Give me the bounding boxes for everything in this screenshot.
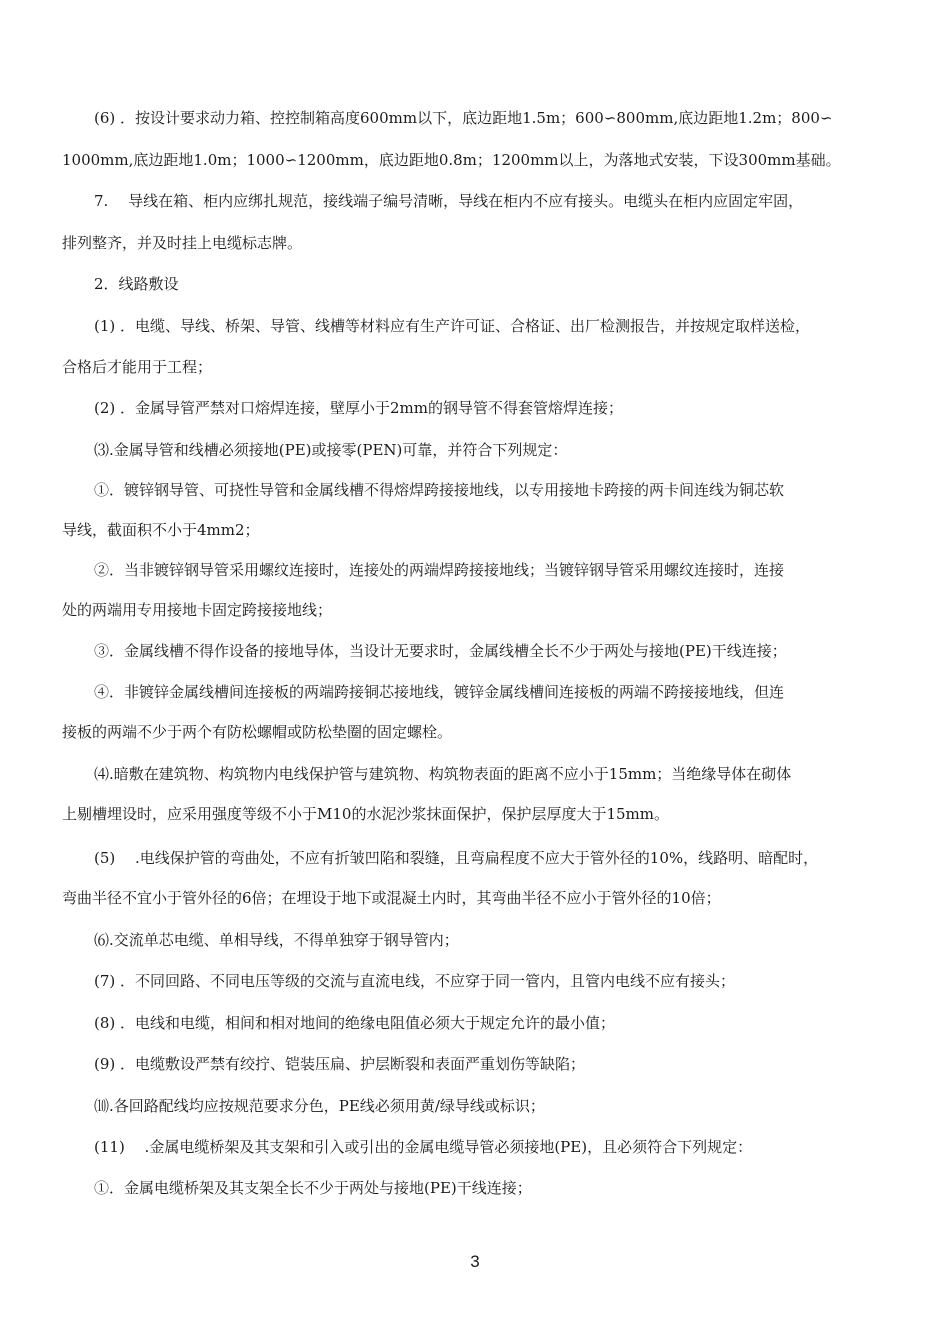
text-line: ⑶.金属导管和线槽必须接地(PE)或接零(PEN)可靠，并符合下列规定： (94, 441, 568, 459)
text-line: (5) .电线保护管的弯曲处，不应有折皱凹陷和裂缝，且弯扁程度不应大于管外径的10%，线路明、暗配时， (94, 849, 819, 867)
section-heading: 2．线路敷设 (94, 275, 179, 293)
text-line: ⑽.各回路配线均应按规范要求分色，PE线必须用黄/绿导线或标识； (94, 1097, 545, 1115)
text-line: (8) ．电线和电缆，相间和相对地间的绝缘电阻值必须大于规定允许的最小值； (94, 1014, 616, 1032)
text-line: 1000mm,底边距地1.0m；1000∽1200mm，底边距地0.8m；1200mm以上，为落地式安装，下设300mm基础。 (62, 151, 841, 169)
text-line: 7. 导线在箱、柜内应绑扎规范，接线端子编号清晰，导线在柜内不应有接头。电缆头在柜内应固定牢固， (94, 192, 804, 210)
text-line: 上剔槽埋设时，应采用强度等级不小于M10的水泥沙浆抹面保护，保护层厚度大于15mm。 (62, 805, 669, 823)
text-line: 弯曲半径不宜小于管外径的6倍；在埋设于地下或混凝土内时，其弯曲半径不应小于管外径的10倍； (62, 889, 721, 907)
text-line: 合格后才能用于工程； (62, 358, 213, 376)
text-line: 排列整齐，并及时挂上电缆标志牌。 (62, 234, 303, 252)
text-line: ⑹.交流单芯电缆、单相导线，不得单独穿于钢导管内； (94, 931, 459, 949)
text-line: ⑷.暗敷在建筑物、构筑物内电线保护管与建筑物、构筑物表面的距离不应小于15mm；当绝缘导体在砌体 (94, 765, 792, 783)
text-line: (1) ．电缆、导线、桥架、导管、线槽等材料应有生产许可证、合格证、出厂检测报告，并按规定取样送检， (94, 317, 811, 335)
text-line: ④．非镀锌金属线槽间连接板的两端跨接铜芯接地线，镀锌金属线槽间连接板的两端不跨接接地线，但连 (94, 683, 785, 701)
text-line: ③．金属线槽不得作设备的接地导体，当设计无要求时，金属线槽全长不少于两处与接地(PE)干线连接； (94, 642, 787, 660)
text-line: (9) ．电缆敷设严禁有绞拧、铠装压扁、护层断裂和表面严重划伤等缺陷； (94, 1055, 586, 1073)
text-line: 处的两端用专用接地卡固定跨接接地线； (62, 601, 333, 619)
text-line: ①．金属电缆桥架及其支架全长不少于两处与接地(PE)干线连接； (94, 1179, 532, 1197)
text-line: ②．当非镀锌钢导管采用螺纹连接时，连接处的两端焊跨接接地线；当镀锌钢导管采用螺纹连接时，连接 (94, 561, 785, 579)
text-line: ①．镀锌钢导管、可挠性导管和金属线槽不得熔焊跨接接地线，以专用接地卡跨接的两卡间连线为铜芯软 (94, 481, 785, 499)
text-line: (7) ．不同回路、不同电压等级的交流与直流电线，不应穿于同一管内，且管内电线不应有接头； (94, 972, 736, 990)
text-line: (6) ．按设计要求动力箱、控控制箱高度600mm以下，底边距地1.5m；600∽800mm,底边距地1.2m；800∽ (94, 109, 833, 127)
text-line: 导线，截面积不小于4mm2； (62, 521, 260, 539)
text-line: (11) .金属电缆桥架及其支架和引入或引出的金属电缆导管必须接地(PE)，且必须符合下列规定： (94, 1138, 753, 1156)
page-number: 3 (470, 1252, 480, 1271)
text-line: 接板的两端不少于两个有防松螺帽或防松垫圈的固定螺栓。 (62, 723, 453, 741)
text-line: (2) ．金属导管严禁对口熔焊连接，壁厚小于2mm的钢导管不得套管熔焊连接； (94, 399, 624, 417)
